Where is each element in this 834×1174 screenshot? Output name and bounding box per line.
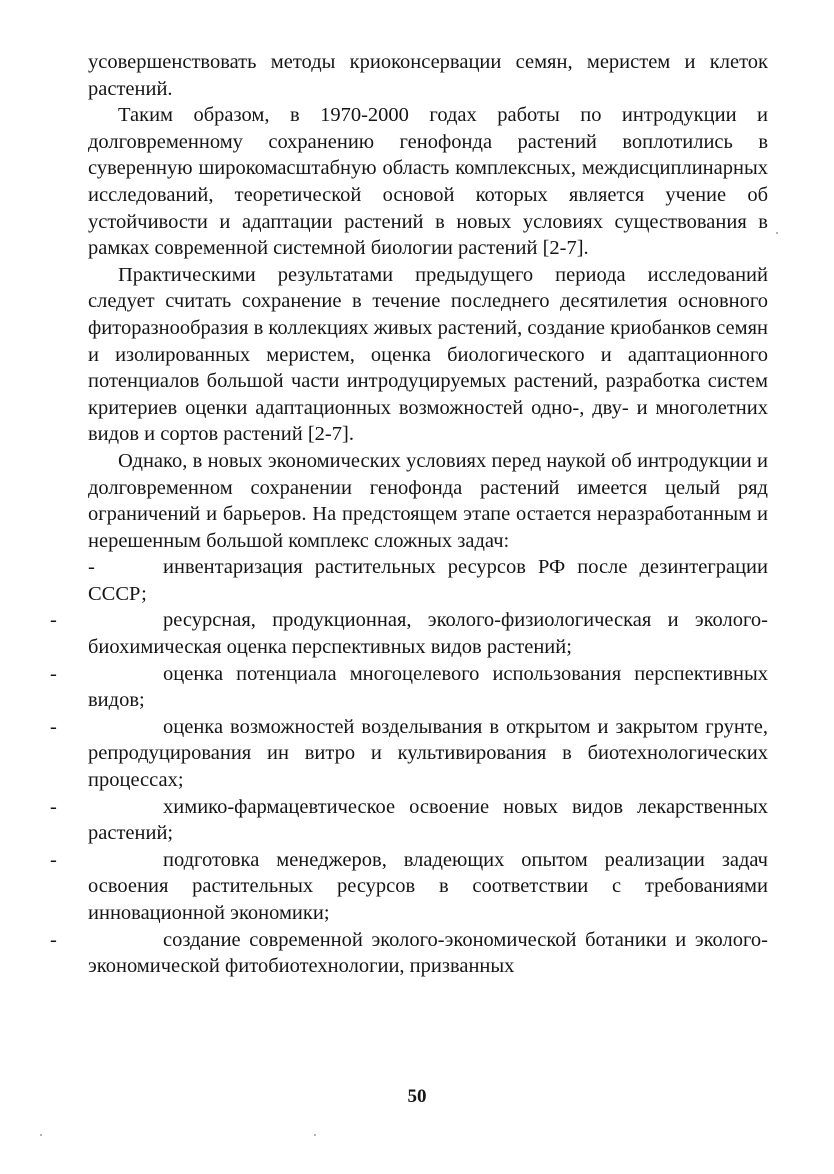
bullet-dash: - xyxy=(50,609,57,632)
bullet-dash: - xyxy=(50,715,57,738)
bullet-dash: - xyxy=(50,795,57,818)
list-item-text: подготовка менеджеров, владеющих опытом реализации задач освоения растительных ресурсов в соответствии с требованиями инновационной экономики; xyxy=(88,848,768,924)
scan-speck xyxy=(314,1134,316,1136)
scan-speck xyxy=(776,232,778,234)
list-item-text: оценка потенциала многоцелевого использования перспективных видов; xyxy=(88,662,768,712)
list-item-text: инвентаризация растительных ресурсов РФ после дезинтеграции СССР; xyxy=(88,556,768,605)
list-item xyxy=(50,794,768,847)
list-item-text: оценка возможностей возделывания в открытом и закрытом грунте, репродуцирования ин витро и культивирования в биотехнологических процессах; xyxy=(88,715,768,792)
scan-speck xyxy=(40,1134,42,1136)
paragraph: Однако, в новых экономических условиях перед наукой об интродукции и долговременном сохранении генофонда растений имеется целый ряд ограничений и барьеров. На предстоящем этапе остается неразработанным и нерешенным большой комплекс сложных задач: xyxy=(88,449,768,552)
paragraph: Практическими результатами предыдущего периода исследований следует считать сохранение в течение последнего десятилетия основного фиторазнообразия в коллекциях живых растений, создание криобанков семян и изолированных меристем, оценка биологического и адаптационного потенциалов большой части интродуцируемых растений, разработка систем критериев оценки адаптационных возможностей одно-, дву- и многолетних видов и сортов растений [2-7]. xyxy=(88,263,768,446)
page-number: 50 xyxy=(407,1086,427,1107)
bullet-dash: - xyxy=(50,848,57,871)
body-text xyxy=(50,49,768,980)
list-item-text: химико-фармацевтическое освоение новых видов лекарственных растений; xyxy=(88,795,768,845)
list-item-text: создание современной эколого-экономической ботаники и эколого-экономической фитобиотехнологии, призванных xyxy=(88,928,768,978)
paragraph: усовершенствовать методы криоконсервации семян, меристем и клеток растений. xyxy=(88,51,768,100)
bullet-dash: - xyxy=(50,662,57,685)
list-item xyxy=(50,927,768,980)
list-item-text: ресурсная, продукционная, эколого-физиологическая и эколого-биохимическая оценка перспективных видов растений; xyxy=(88,609,768,659)
bullet-dash: - xyxy=(50,928,57,951)
list-item xyxy=(50,847,768,927)
bullet-dash: - xyxy=(88,556,95,579)
list-item xyxy=(88,554,768,607)
paragraph: Таким образом, в 1970-2000 годах работы по интродукции и долговременному сохранению генофонда растений воплотились в суверенную широкомасштабную область комплексных, междисциплинарных исследований, теоретической основой которых является учение об устойчивости и адаптации растений в новых условиях существования в рамках современной системной биологии растений [2-7]. xyxy=(88,104,768,260)
list-item xyxy=(50,607,768,660)
list-item xyxy=(50,714,768,794)
list-item xyxy=(50,661,768,714)
